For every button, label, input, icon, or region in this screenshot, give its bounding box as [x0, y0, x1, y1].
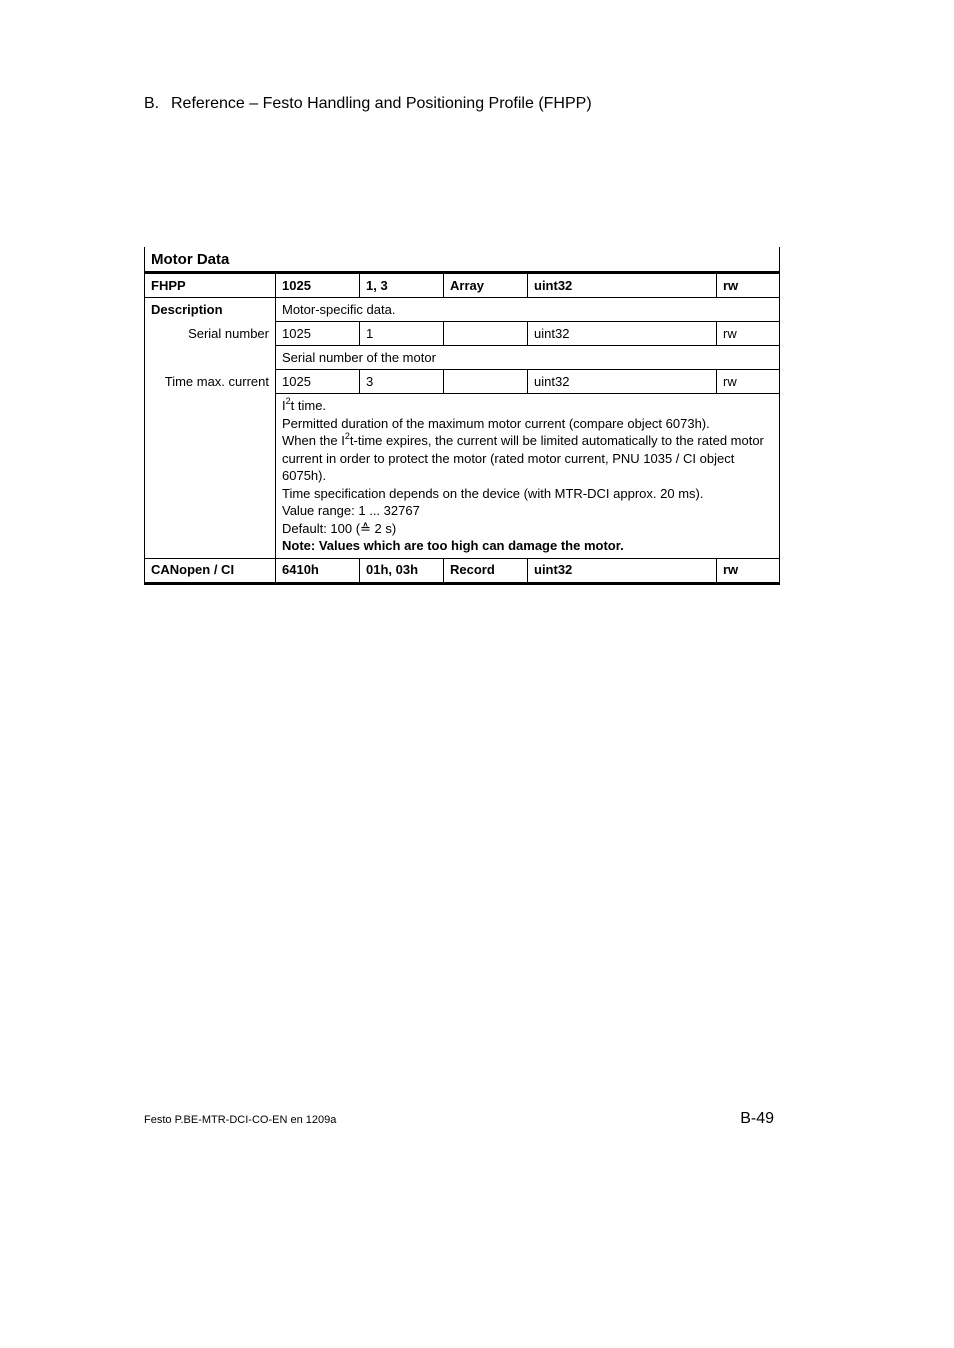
table-title-row — [145, 247, 780, 273]
fhpp-access: rw — [717, 273, 780, 298]
time-type: uint32 — [528, 370, 717, 394]
chapter-title: Reference – Festo Handling and Positioning Profile (FHPP) — [171, 95, 592, 112]
permitted-duration-line: Permitted duration of the maximum motor current (compare object 6073h). — [282, 415, 710, 431]
i2t-expires-line: When the $I^2t$-time expires, the current will be limited automatically to the rated motor current in order to protect the motor (rated motor current, PNU 1035 / CI object 6075h). — [282, 430, 764, 483]
serial-number-description: Serial number of the motor — [276, 346, 780, 370]
time-subindex: 3 — [360, 370, 444, 394]
time-max-current-label: Time max. current — [145, 370, 276, 394]
time-pnu: 1025 — [276, 370, 360, 394]
time-specification-line: Time specification depends on the device (with MTR-DCI approx. 20 ms). — [282, 485, 704, 501]
footer-document-id: Festo P.BE-MTR-DCI-CO-EN en 1209a — [144, 1114, 337, 1126]
canopen-class: Record — [444, 558, 528, 583]
description-label: Description — [145, 298, 276, 322]
time-access: rw — [717, 370, 780, 394]
chapter-number: B. — [144, 95, 160, 112]
serial-type: uint32 — [528, 322, 717, 346]
canopen-type: uint32 — [528, 558, 717, 583]
time-max-current-desc-row — [145, 394, 780, 559]
fhpp-pnu: 1025 — [276, 273, 360, 298]
i2t-line: $I^2t$ time. — [282, 395, 327, 413]
serial-number-label: Serial number — [145, 322, 276, 346]
value-range-line: Value range: 1 ... 32767 — [282, 503, 420, 518]
serial-class — [444, 322, 528, 346]
canopen-access: rw — [717, 558, 780, 583]
warning-note: Note: Values which are too high can damage the motor. — [282, 538, 624, 553]
fhpp-row — [145, 273, 780, 298]
motor-data-table — [144, 247, 780, 585]
table-title: Motor Data — [145, 247, 780, 273]
serial-number-row — [145, 322, 780, 346]
page-header — [144, 94, 592, 114]
serial-access: rw — [717, 322, 780, 346]
time-class — [444, 370, 528, 394]
serial-pnu: 1025 — [276, 322, 360, 346]
serial-number-desc-row — [145, 346, 780, 370]
time-max-current-row — [145, 370, 780, 394]
fhpp-subindex: 1, 3 — [360, 273, 444, 298]
canopen-subindex: 01h, 03h — [360, 558, 444, 583]
default-line: Default: 100 (≙ 2 s) — [282, 520, 397, 536]
page-number: B-49 — [740, 1110, 774, 1127]
canopen-label: CANopen / CI — [145, 558, 276, 583]
description-text: Motor-specific data. — [276, 298, 780, 322]
serial-subindex: 1 — [360, 322, 444, 346]
fhpp-label: FHPP — [145, 273, 276, 298]
fhpp-class: Array — [444, 273, 528, 298]
canopen-index: 6410h — [276, 558, 360, 583]
time-max-current-description — [276, 394, 780, 559]
description-row — [145, 298, 780, 322]
fhpp-type: uint32 — [528, 273, 717, 298]
canopen-row — [145, 558, 780, 583]
